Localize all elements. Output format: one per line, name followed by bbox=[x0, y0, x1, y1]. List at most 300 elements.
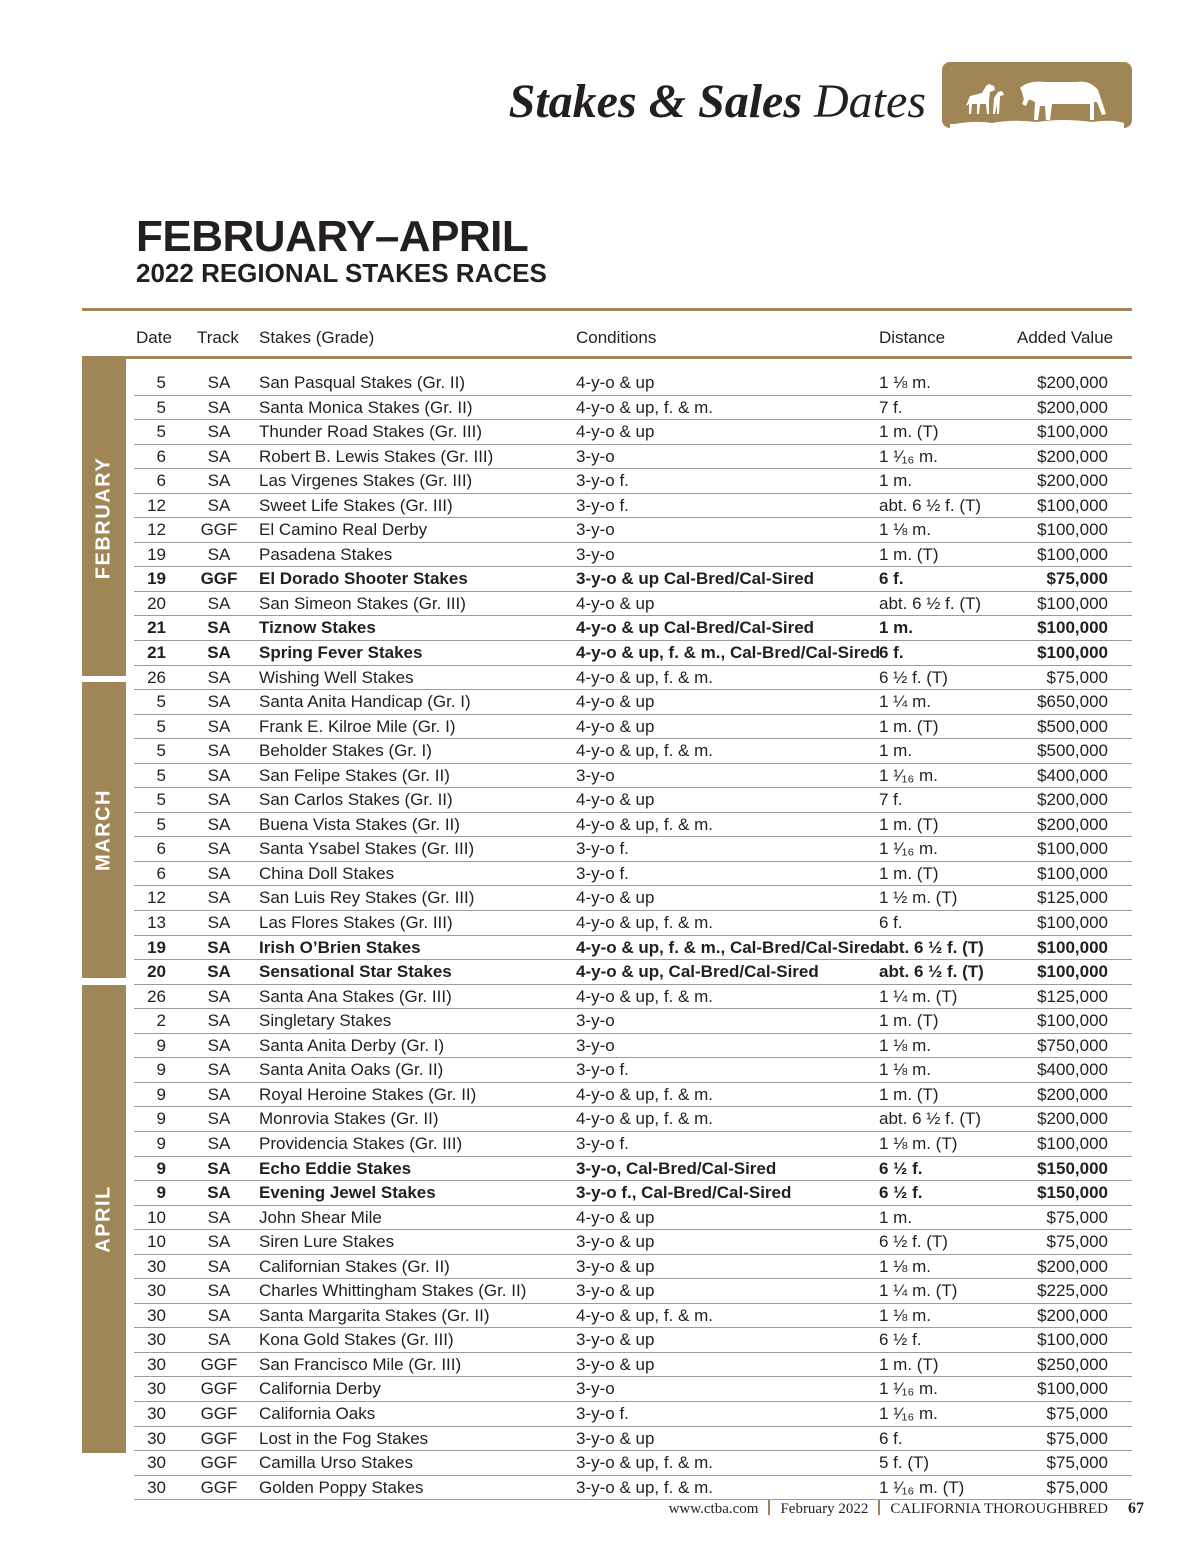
cell-date: 10 bbox=[147, 1207, 166, 1227]
cell-stakes: Pasadena Stakes bbox=[259, 544, 393, 564]
cell-stakes: San Carlos Stakes (Gr. II) bbox=[259, 790, 453, 810]
table-row bbox=[134, 985, 1132, 1010]
cell-stakes: San Luis Rey Stakes (Gr. III) bbox=[259, 888, 475, 908]
cell-date: 19 bbox=[147, 937, 166, 957]
cell-track: SA bbox=[207, 1207, 231, 1227]
cell-stakes: Santa Margarita Stakes (Gr. II) bbox=[259, 1305, 490, 1325]
table-row bbox=[134, 371, 1132, 396]
cell-date: 30 bbox=[147, 1281, 166, 1301]
cell-date: 5 bbox=[156, 716, 166, 736]
cell-date: 30 bbox=[147, 1379, 166, 1399]
cell-distance: 1 ¹⁄₁₆ m. (T) bbox=[879, 1477, 965, 1497]
cell-track: SA bbox=[207, 962, 231, 982]
cell-stakes: Beholder Stakes (Gr. I) bbox=[259, 741, 432, 761]
cell-distance: abt. 6 ½ f. (T) bbox=[879, 937, 984, 957]
cell-track: SA bbox=[207, 1232, 231, 1252]
cell-distance: abt. 6 ½ f. (T) bbox=[879, 962, 984, 982]
month-band-april bbox=[82, 985, 126, 1453]
cell-added-value: $100,000 bbox=[1037, 1011, 1108, 1031]
cell-conditions: 4-y-o & up, Cal-Bred/Cal-Sired bbox=[576, 962, 819, 982]
cell-conditions: 3-y-o & up bbox=[576, 1232, 655, 1252]
cell-added-value: $100,000 bbox=[1037, 643, 1108, 663]
month-label: MARCH bbox=[92, 789, 115, 871]
cell-stakes: Californian Stakes (Gr. II) bbox=[259, 1256, 450, 1276]
table-row bbox=[134, 1377, 1132, 1402]
cell-added-value: $200,000 bbox=[1037, 1084, 1108, 1104]
table-row bbox=[134, 1034, 1132, 1059]
cell-stakes: Providencia Stakes (Gr. III) bbox=[259, 1133, 463, 1153]
cell-date: 5 bbox=[156, 814, 166, 834]
cell-date: 21 bbox=[147, 643, 166, 663]
cell-stakes: John Shear Mile bbox=[259, 1207, 382, 1227]
cell-date: 30 bbox=[147, 1305, 166, 1325]
cell-added-value: $400,000 bbox=[1037, 765, 1108, 785]
cell-track: GGF bbox=[200, 1379, 238, 1399]
cell-added-value: $200,000 bbox=[1037, 1256, 1108, 1276]
cell-distance: 7 f. bbox=[879, 397, 903, 417]
column-header-track: Track bbox=[197, 328, 239, 347]
footer-separator bbox=[768, 1500, 770, 1515]
cell-conditions: 4-y-o & up, f. & m. bbox=[576, 814, 713, 834]
cell-track: SA bbox=[207, 937, 231, 957]
table-row bbox=[134, 1230, 1132, 1255]
cell-conditions: 3-y-o & up, f. & m. bbox=[576, 1453, 713, 1473]
cell-conditions: 4-y-o & up, f. & m. bbox=[576, 741, 713, 761]
cell-stakes: Las Virgenes Stakes (Gr. III) bbox=[259, 471, 473, 491]
cell-date: 30 bbox=[147, 1256, 166, 1276]
cell-track: SA bbox=[207, 863, 231, 883]
cell-track: GGF bbox=[200, 1477, 238, 1497]
cell-track: SA bbox=[207, 643, 231, 663]
cell-distance: 1 ⅛ m. bbox=[879, 1060, 931, 1080]
table-row bbox=[134, 1157, 1132, 1182]
cell-added-value: $100,000 bbox=[1037, 839, 1108, 859]
cell-distance: 1 m. bbox=[879, 1207, 913, 1227]
table-row bbox=[134, 837, 1132, 862]
cell-distance: 6 ½ f. bbox=[879, 1330, 922, 1350]
cell-date: 10 bbox=[147, 1232, 166, 1252]
cell-track: SA bbox=[207, 446, 231, 466]
cell-conditions: 4-y-o & up bbox=[576, 1207, 655, 1227]
table-row bbox=[134, 1181, 1132, 1206]
cell-stakes: China Doll Stakes bbox=[259, 863, 395, 883]
month-band-february bbox=[82, 359, 126, 676]
cell-distance: 1 m. (T) bbox=[879, 814, 939, 834]
cell-track: SA bbox=[207, 471, 231, 491]
table-row bbox=[134, 1058, 1132, 1083]
cell-conditions: 4-y-o & up bbox=[576, 422, 655, 442]
cell-stakes: Camilla Urso Stakes bbox=[259, 1453, 413, 1473]
cell-distance: 6 f. bbox=[879, 643, 904, 663]
cell-date: 5 bbox=[156, 741, 166, 761]
masthead-title: Stakes & Sales Dates bbox=[508, 75, 926, 128]
cell-date: 26 bbox=[147, 667, 166, 687]
cell-date: 12 bbox=[147, 888, 166, 908]
cell-track: SA bbox=[207, 913, 231, 933]
table-row bbox=[134, 518, 1132, 543]
cell-added-value: $100,000 bbox=[1037, 618, 1108, 638]
table-row bbox=[134, 396, 1132, 421]
cell-added-value: $250,000 bbox=[1037, 1354, 1108, 1374]
cell-stakes: Spring Fever Stakes bbox=[259, 643, 423, 663]
cell-date: 20 bbox=[147, 593, 166, 613]
cell-date: 30 bbox=[147, 1453, 166, 1473]
cell-added-value: $75,000 bbox=[1046, 1453, 1108, 1473]
cell-distance: 1 m. (T) bbox=[879, 1084, 939, 1104]
cell-conditions: 4-y-o & up, f. & m. bbox=[576, 1109, 713, 1129]
cell-stakes: Santa Anita Oaks (Gr. II) bbox=[259, 1060, 444, 1080]
cell-conditions: 3-y-o bbox=[576, 765, 615, 785]
column-header-distance: Distance bbox=[879, 328, 946, 347]
cell-stakes: Tiznow Stakes bbox=[259, 618, 376, 638]
cell-added-value: $75,000 bbox=[1046, 667, 1108, 687]
cell-distance: abt. 6 ½ f. (T) bbox=[879, 1109, 982, 1129]
cell-distance: 1 ⅛ m. bbox=[879, 520, 931, 540]
table-row bbox=[134, 1009, 1132, 1034]
cell-stakes: Kona Gold Stakes (Gr. III) bbox=[259, 1330, 454, 1350]
cell-distance: 1 m. (T) bbox=[879, 716, 939, 736]
cell-distance: 1 ¹⁄₁₆ m. bbox=[879, 1403, 938, 1423]
cell-date: 9 bbox=[156, 1183, 166, 1203]
cell-distance: 1 m. bbox=[879, 471, 913, 491]
stakes-table bbox=[134, 371, 1132, 1500]
cell-added-value: $75,000 bbox=[1046, 1477, 1108, 1497]
cell-conditions: 4-y-o & up bbox=[576, 716, 655, 736]
cell-added-value: $75,000 bbox=[1046, 569, 1108, 589]
cell-distance: 1 ⅛ m. bbox=[879, 1305, 931, 1325]
cell-distance: 1 ⅛ m. bbox=[879, 1256, 931, 1276]
cell-distance: abt. 6 ½ f. (T) bbox=[879, 495, 982, 515]
table-row bbox=[134, 420, 1132, 445]
cell-conditions: 3-y-o bbox=[576, 544, 615, 564]
cell-distance: 6 f. bbox=[879, 913, 903, 933]
cell-added-value: $100,000 bbox=[1037, 544, 1108, 564]
cell-added-value: $200,000 bbox=[1037, 790, 1108, 810]
cell-stakes: Santa Ysabel Stakes (Gr. III) bbox=[259, 839, 475, 859]
cell-stakes: Buena Vista Stakes (Gr. II) bbox=[259, 814, 460, 834]
cell-added-value: $200,000 bbox=[1037, 1305, 1108, 1325]
cell-date: 30 bbox=[147, 1403, 166, 1423]
table-row bbox=[134, 1107, 1132, 1132]
cell-track: SA bbox=[207, 1330, 231, 1350]
cell-conditions: 4-y-o & up bbox=[576, 593, 655, 613]
cell-date: 12 bbox=[147, 520, 166, 540]
cell-distance: abt. 6 ½ f. (T) bbox=[879, 593, 982, 613]
table-row bbox=[134, 543, 1132, 568]
cell-stakes: California Oaks bbox=[259, 1403, 376, 1423]
cell-date: 6 bbox=[156, 446, 166, 466]
cell-track: GGF bbox=[200, 1354, 238, 1374]
cell-track: SA bbox=[207, 1060, 231, 1080]
cell-added-value: $100,000 bbox=[1037, 1379, 1108, 1399]
cell-conditions: 4-y-o & up, f. & m. bbox=[576, 667, 713, 687]
cell-stakes: Evening Jewel Stakes bbox=[259, 1183, 436, 1203]
cell-distance: 7 f. bbox=[879, 790, 903, 810]
footer-separator bbox=[878, 1500, 880, 1515]
cell-distance: 1 ⅛ m. (T) bbox=[879, 1133, 958, 1153]
table-row bbox=[134, 690, 1132, 715]
cell-conditions: 3-y-o f. bbox=[576, 1060, 629, 1080]
cell-conditions: 3-y-o f., Cal-Bred/Cal-Sired bbox=[576, 1183, 792, 1203]
cell-conditions: 3-y-o & up bbox=[576, 1256, 655, 1276]
cell-conditions: 3-y-o f. bbox=[576, 863, 629, 883]
cell-added-value: $200,000 bbox=[1037, 814, 1108, 834]
cell-conditions: 3-y-o bbox=[576, 1035, 615, 1055]
cell-conditions: 3-y-o, Cal-Bred/Cal-Sired bbox=[576, 1158, 777, 1178]
cell-conditions: 3-y-o & up bbox=[576, 1330, 655, 1350]
cell-stakes: San Francisco Mile (Gr. III) bbox=[259, 1354, 462, 1374]
table-row bbox=[134, 936, 1132, 961]
cell-distance: 1 ⅛ m. bbox=[879, 373, 931, 392]
cell-date: 21 bbox=[147, 618, 166, 638]
cell-conditions: 4-y-o & up, f. & m., Cal-Bred/Cal-Sired bbox=[576, 937, 881, 957]
cell-conditions: 4-y-o & up, f. & m. bbox=[576, 913, 713, 933]
cell-distance: 1 m. (T) bbox=[879, 422, 939, 442]
cell-added-value: $650,000 bbox=[1037, 692, 1108, 712]
cell-stakes: Siren Lure Stakes bbox=[259, 1232, 395, 1252]
cell-distance: 6 f. bbox=[879, 1428, 903, 1448]
table-row bbox=[134, 739, 1132, 764]
table-row bbox=[134, 1255, 1132, 1280]
cell-distance: 1 m. (T) bbox=[879, 1354, 939, 1374]
cell-track: GGF bbox=[200, 520, 238, 540]
table-row bbox=[134, 764, 1132, 789]
table-row bbox=[134, 1279, 1132, 1304]
cell-distance: 6 ½ f. (T) bbox=[879, 1232, 948, 1252]
cell-track: SA bbox=[207, 593, 231, 613]
cell-added-value: $75,000 bbox=[1046, 1403, 1108, 1423]
cell-date: 6 bbox=[156, 471, 166, 491]
cell-track: SA bbox=[207, 1158, 231, 1178]
cell-added-value: $100,000 bbox=[1037, 962, 1108, 982]
cell-date: 6 bbox=[156, 863, 166, 883]
table-row bbox=[134, 911, 1132, 936]
cell-stakes: Las Flores Stakes (Gr. III) bbox=[259, 913, 453, 933]
month-label: FEBRUARY bbox=[92, 456, 115, 579]
month-band-march bbox=[82, 682, 126, 978]
cell-date: 6 bbox=[156, 839, 166, 859]
cell-track: SA bbox=[207, 422, 231, 442]
cell-added-value: $100,000 bbox=[1037, 1133, 1108, 1153]
cell-distance: 6 ½ f. bbox=[879, 1158, 923, 1178]
footer-issue: February 2022 bbox=[780, 1501, 869, 1517]
cell-distance: 6 f. bbox=[879, 569, 904, 589]
cell-track: SA bbox=[207, 373, 231, 392]
cell-conditions: 4-y-o & up bbox=[576, 790, 655, 810]
cell-conditions: 4-y-o & up bbox=[576, 692, 655, 712]
cell-conditions: 3-y-o & up bbox=[576, 1281, 655, 1301]
cell-date: 9 bbox=[156, 1109, 166, 1129]
cell-date: 9 bbox=[156, 1035, 166, 1055]
cell-track: GGF bbox=[200, 569, 238, 589]
cell-date: 26 bbox=[147, 986, 166, 1006]
cell-distance: 1 ¹⁄₁₆ m. bbox=[879, 765, 938, 785]
cell-date: 12 bbox=[147, 495, 166, 515]
column-header-date: Date bbox=[136, 328, 172, 347]
page-title: FEBRUARY–APRIL bbox=[136, 212, 529, 261]
cell-stakes: Sweet Life Stakes (Gr. III) bbox=[259, 495, 453, 515]
cell-distance: 1 m. (T) bbox=[879, 544, 939, 564]
cell-stakes: El Camino Real Derby bbox=[259, 520, 428, 540]
table-row bbox=[134, 616, 1132, 641]
cell-date: 5 bbox=[156, 765, 166, 785]
cell-stakes: San Simeon Stakes (Gr. III) bbox=[259, 593, 466, 613]
cell-added-value: $125,000 bbox=[1037, 888, 1108, 908]
cell-date: 19 bbox=[147, 569, 166, 589]
cell-added-value: $200,000 bbox=[1037, 446, 1108, 466]
cell-added-value: $75,000 bbox=[1046, 1232, 1108, 1252]
cell-added-value: $400,000 bbox=[1037, 1060, 1108, 1080]
cell-distance: 1 m. (T) bbox=[879, 1011, 939, 1031]
cell-date: 20 bbox=[147, 962, 166, 982]
table-row bbox=[134, 886, 1132, 911]
cell-track: SA bbox=[207, 716, 231, 736]
cell-track: SA bbox=[207, 397, 231, 417]
cell-distance: 6 ½ f. (T) bbox=[879, 667, 948, 687]
cell-stakes: Golden Poppy Stakes bbox=[259, 1477, 424, 1497]
cell-added-value: $100,000 bbox=[1037, 520, 1108, 540]
cell-track: SA bbox=[207, 1183, 231, 1203]
cell-stakes: Santa Ana Stakes (Gr. III) bbox=[259, 986, 452, 1006]
divider-top bbox=[82, 308, 1132, 311]
table-row bbox=[134, 1206, 1132, 1231]
page-footer bbox=[669, 1500, 1144, 1518]
table-row bbox=[134, 1132, 1132, 1157]
cell-track: GGF bbox=[200, 1428, 238, 1448]
cell-stakes: Lost in the Fog Stakes bbox=[259, 1428, 429, 1448]
cell-track: GGF bbox=[200, 1403, 238, 1423]
cell-conditions: 3-y-o & up bbox=[576, 1354, 655, 1374]
cell-distance: 1 m. bbox=[879, 618, 914, 638]
cell-distance: 1 ⅛ m. bbox=[879, 1035, 931, 1055]
horses-silhouette-icon bbox=[942, 62, 1132, 128]
cell-stakes: Sensational Star Stakes bbox=[259, 962, 452, 982]
table-row bbox=[134, 1328, 1132, 1353]
table-row bbox=[134, 592, 1132, 617]
table-row bbox=[134, 567, 1132, 592]
cell-stakes: Monrovia Stakes (Gr. II) bbox=[259, 1109, 439, 1129]
cell-stakes: Irish O’Brien Stakes bbox=[259, 937, 421, 957]
cell-track: SA bbox=[207, 692, 231, 712]
cell-distance: 1 ¼ m. (T) bbox=[879, 986, 958, 1006]
table-row bbox=[134, 666, 1132, 691]
cell-date: 5 bbox=[156, 373, 166, 392]
cell-track: SA bbox=[207, 618, 231, 638]
cell-distance: 1 ¹⁄₁₆ m. bbox=[879, 1379, 938, 1399]
cell-date: 5 bbox=[156, 692, 166, 712]
cell-conditions: 4-y-o & up bbox=[576, 888, 655, 908]
cell-added-value: $225,000 bbox=[1037, 1281, 1108, 1301]
cell-added-value: $200,000 bbox=[1037, 397, 1108, 417]
cell-track: SA bbox=[207, 1011, 231, 1031]
cell-distance: 1 ¹⁄₁₆ m. bbox=[879, 446, 938, 466]
cell-track: SA bbox=[207, 814, 231, 834]
cell-stakes: San Pasqual Stakes (Gr. II) bbox=[259, 373, 465, 392]
cell-date: 30 bbox=[147, 1354, 166, 1374]
table-row bbox=[134, 1427, 1132, 1452]
cell-added-value: $100,000 bbox=[1037, 937, 1108, 957]
cell-stakes: Singletary Stakes bbox=[259, 1011, 392, 1031]
cell-conditions: 4-y-o & up bbox=[576, 373, 655, 392]
divider-header bbox=[82, 356, 1132, 359]
column-header-added-value: Added Value bbox=[1017, 328, 1114, 347]
table-row bbox=[134, 1083, 1132, 1108]
cell-stakes: Echo Eddie Stakes bbox=[259, 1158, 412, 1178]
cell-date: 9 bbox=[156, 1060, 166, 1080]
cell-added-value: $750,000 bbox=[1037, 1035, 1108, 1055]
cell-track: SA bbox=[207, 986, 231, 1006]
cell-date: 2 bbox=[156, 1011, 166, 1031]
cell-date: 30 bbox=[147, 1428, 166, 1448]
table-row bbox=[134, 715, 1132, 740]
cell-date: 9 bbox=[156, 1158, 166, 1178]
cell-stakes: San Felipe Stakes (Gr. II) bbox=[259, 765, 450, 785]
page-subtitle: 2022 REGIONAL STAKES RACES bbox=[136, 258, 547, 288]
cell-distance: 1 m. bbox=[879, 741, 913, 761]
cell-track: SA bbox=[207, 495, 231, 515]
cell-date: 19 bbox=[147, 544, 166, 564]
cell-conditions: 3-y-o bbox=[576, 446, 615, 466]
cell-distance: 1 m. (T) bbox=[879, 863, 939, 883]
cell-conditions: 3-y-o f. bbox=[576, 1403, 629, 1423]
cell-track: SA bbox=[207, 790, 231, 810]
cell-added-value: $150,000 bbox=[1037, 1183, 1108, 1203]
cell-distance: 1 ¹⁄₁₆ m. bbox=[879, 839, 938, 859]
table-row bbox=[134, 960, 1132, 985]
cell-conditions: 4-y-o & up, f. & m. bbox=[576, 1084, 713, 1104]
cell-track: SA bbox=[207, 765, 231, 785]
cell-distance: 1 ¼ m. (T) bbox=[879, 1281, 958, 1301]
cell-track: SA bbox=[207, 1084, 231, 1104]
cell-conditions: 3-y-o f. bbox=[576, 471, 629, 491]
cell-track: SA bbox=[207, 667, 231, 687]
footer-publication: CALIFORNIA THOROUGHBRED bbox=[890, 1501, 1108, 1517]
cell-added-value: $100,000 bbox=[1037, 593, 1108, 613]
cell-stakes: Santa Anita Derby (Gr. I) bbox=[259, 1035, 445, 1055]
cell-track: SA bbox=[207, 1281, 231, 1301]
cell-track: SA bbox=[207, 1305, 231, 1325]
cell-conditions: 3-y-o bbox=[576, 1011, 615, 1031]
cell-track: SA bbox=[207, 1035, 231, 1055]
cell-date: 5 bbox=[156, 790, 166, 810]
cell-added-value: $150,000 bbox=[1037, 1158, 1108, 1178]
cell-date: 13 bbox=[147, 913, 166, 933]
cell-stakes: California Derby bbox=[259, 1379, 381, 1399]
cell-track: SA bbox=[207, 544, 231, 564]
cell-track: SA bbox=[207, 741, 231, 761]
cell-track: SA bbox=[207, 839, 231, 859]
cell-added-value: $100,000 bbox=[1037, 913, 1108, 933]
page-number: 67 bbox=[1128, 1500, 1144, 1517]
table-row bbox=[134, 1402, 1132, 1427]
cell-conditions: 3-y-o & up, f. & m. bbox=[576, 1477, 713, 1497]
cell-conditions: 3-y-o bbox=[576, 520, 615, 540]
column-header-stakes: Stakes (Grade) bbox=[259, 328, 375, 347]
cell-conditions: 4-y-o & up, f. & m. bbox=[576, 1305, 713, 1325]
cell-added-value: $200,000 bbox=[1037, 1109, 1108, 1129]
cell-conditions: 4-y-o & up, f. & m. bbox=[576, 397, 713, 417]
cell-added-value: $100,000 bbox=[1037, 422, 1108, 442]
cell-track: SA bbox=[207, 1256, 231, 1276]
cell-stakes: Santa Anita Handicap (Gr. I) bbox=[259, 692, 471, 712]
cell-stakes: Royal Heroine Stakes (Gr. II) bbox=[259, 1084, 477, 1104]
cell-distance: 1 ½ m. (T) bbox=[879, 888, 958, 908]
table-row bbox=[134, 641, 1132, 666]
cell-added-value: $75,000 bbox=[1046, 1207, 1108, 1227]
cell-distance: 6 ½ f. bbox=[879, 1183, 923, 1203]
footer-url: www.ctba.com bbox=[668, 1501, 759, 1517]
month-label: APRIL bbox=[92, 1185, 115, 1253]
